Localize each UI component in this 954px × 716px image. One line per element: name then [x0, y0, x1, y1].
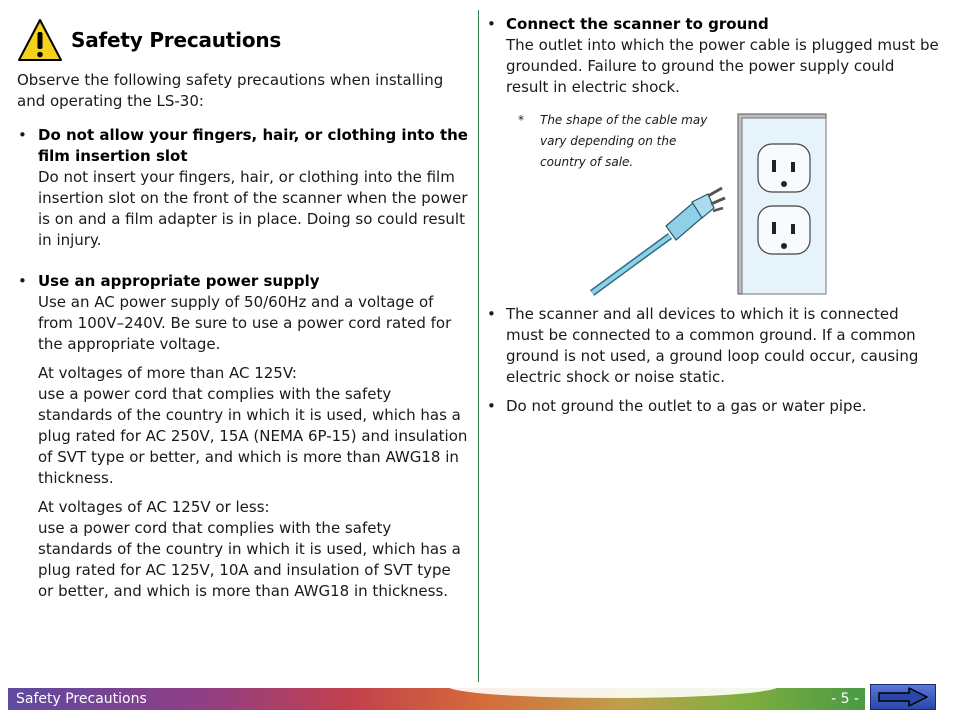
bullet-common-ground — [486, 304, 941, 388]
bullet-heading: Use an appropriate power supply — [38, 272, 320, 290]
bullet-dot: • — [487, 397, 496, 415]
footer-title: Safety Precautions — [16, 691, 147, 707]
bullet-body: Use an AC power supply of 50/60Hz and a voltage of from 100V–240V. Be sure to use a power cord rated for the appropriate voltage. — [38, 293, 452, 353]
right-column — [486, 14, 941, 417]
title-row — [17, 14, 469, 66]
plug-outlet-illustration — [590, 98, 830, 298]
voltage-high-text: use a power cord that complies with the safety standards of the country in which it is used, which has a plug rated for AC 250V, 15A (NEMA 6P-15) and insulation of SVT type or better, and which is more than AWG18 in thickness. — [38, 385, 468, 487]
voltage-high-label: At voltages of more than AC 125V: — [38, 364, 297, 382]
bullet-dot: • — [18, 272, 27, 290]
page-title: Safety Precautions — [71, 28, 282, 52]
cable-note: The shape of the cable may vary depending on the country of sale. — [540, 113, 708, 169]
voltage-low-text: use a power cord that complies with the safety standards of the country in which it is used, which has a plug rated for AC 125V, 10A and insulation of SVT type or better, and which is more than AWG18 in thickness. — [38, 519, 461, 600]
bullet-dot: • — [18, 126, 27, 144]
footer-bar — [8, 688, 865, 710]
outlet-figure — [486, 110, 941, 302]
bullet-power-supply — [17, 271, 469, 602]
bullet-ground — [486, 14, 941, 98]
bullet-heading: Do not allow your fingers, hair, or clothing into the film insertion slot — [38, 126, 468, 165]
voltage-high-section — [38, 363, 469, 489]
bullet-heading: Connect the scanner to ground — [506, 15, 769, 33]
footer-swoosh — [448, 684, 778, 698]
left-column — [17, 14, 469, 602]
bullet-body: Do not insert your fingers, hair, or clothing into the film insertion slot on the front of the scanner when the power is on and a film adapter is in place. Doing so could result in injury. — [38, 168, 468, 249]
page-number: - 5 - — [831, 691, 859, 707]
divider-line — [478, 10, 479, 682]
warning-icon — [17, 17, 63, 63]
voltage-low-section — [38, 497, 469, 602]
next-page-button[interactable] — [870, 684, 936, 710]
bullet-body: Do not ground the outlet to a gas or water pipe. — [506, 397, 867, 415]
next-page-arrow-icon — [871, 685, 935, 709]
voltage-low-label: At voltages of AC 125V or less: — [38, 498, 270, 516]
bullet-gas-pipe — [486, 396, 941, 417]
bullet-dot: • — [487, 15, 496, 33]
bullet-dot: • — [487, 305, 496, 323]
intro-text: Observe the following safety precautions when installing and operating the LS-30: — [17, 71, 444, 110]
bullet-fingers — [17, 125, 469, 251]
bullet-body: The outlet into which the power cable is plugged must be grounded. Failure to ground the power supply could result in electric shock. — [506, 36, 939, 96]
note-marker: * — [518, 113, 524, 127]
bullet-body: The scanner and all devices to which it is connected must be connected to a common ground. If a common ground is not used, a ground loop could occur, causing electric shock or noise static. — [506, 305, 919, 386]
